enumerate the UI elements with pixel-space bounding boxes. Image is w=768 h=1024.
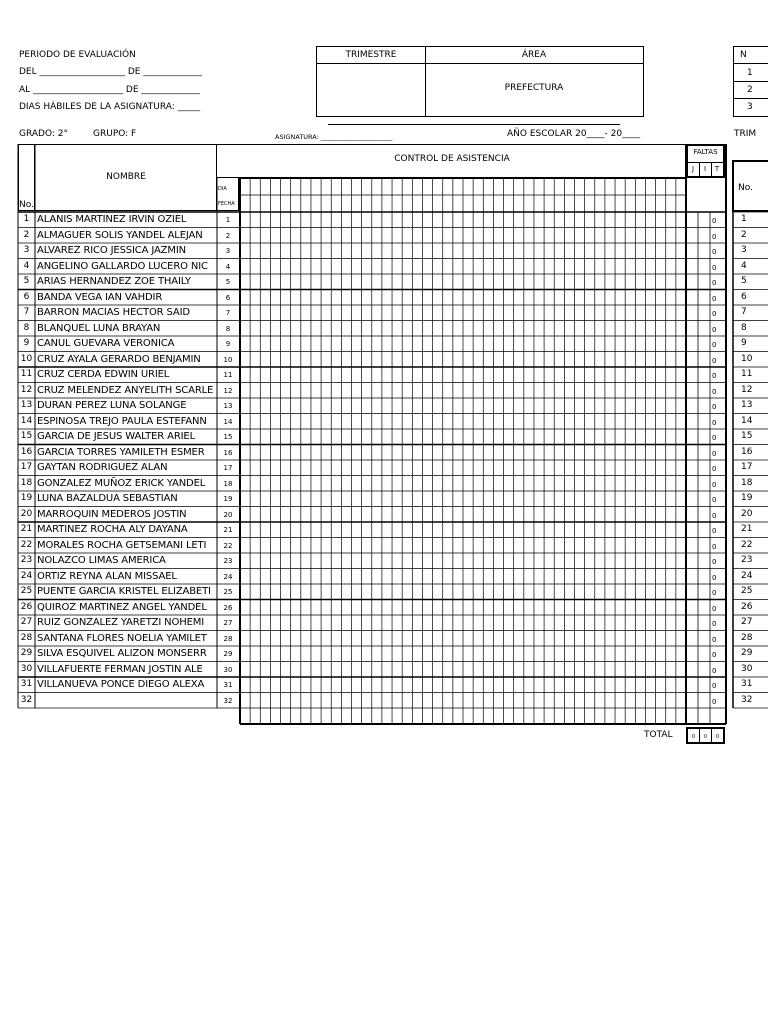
row-date-number: 28 [223, 634, 233, 643]
right-row-number: 11 [741, 369, 753, 379]
student-name: CRUZ MELENDEZ ANYELITH SCARLE [37, 384, 214, 396]
totals-box [686, 727, 725, 744]
grupo-label: GRUPO: F [93, 129, 137, 139]
row-number: 7 [23, 307, 30, 317]
student-name: SILVA ESQUIVEL ALIZON MONSERR [37, 648, 207, 659]
row-number: 28 [20, 632, 33, 643]
row-date-number: 12 [223, 386, 233, 395]
student-name: RUIZ GONZALEZ YARETZI NOHEMI [37, 617, 205, 628]
trimestre-header: TRIMESTRE [345, 50, 397, 60]
row-number: 30 [20, 663, 33, 674]
control-asistencia-header: CONTROL DE ASISTENCIA [394, 154, 510, 164]
row-tardy-count: 0 [712, 666, 717, 675]
right-row-number: 13 [741, 400, 753, 410]
anio-escolar: AÑO ESCOLAR 20____- 20____ [507, 129, 641, 139]
right-row-number: 29 [741, 648, 753, 658]
row-number: 27 [20, 617, 33, 627]
row-tardy-count: 0 [712, 542, 717, 551]
right-row-number: 10 [741, 353, 753, 364]
row-tardy-count: 0 [712, 558, 717, 566]
row-tardy-count: 0 [712, 573, 717, 582]
row-date-number: 32 [223, 696, 233, 705]
row-tardy-count: 0 [712, 217, 717, 225]
row-number: 15 [20, 431, 33, 441]
row-tardy-count: 0 [712, 310, 717, 318]
total-i: 0 [703, 734, 708, 740]
row-number: 3 [23, 245, 30, 255]
row-tardy-count: 0 [712, 589, 717, 597]
dia-label: DIA [218, 186, 227, 192]
row-date-number: 17 [223, 464, 233, 472]
row-number: 17 [20, 462, 33, 472]
student-name: MARTINEZ ROCHA ALY DAYANA [37, 524, 188, 535]
right-row-number: 27 [741, 617, 753, 627]
row-date-number: 11 [223, 371, 233, 379]
row-number: 14 [20, 415, 33, 426]
row-tardy-count: 0 [712, 651, 717, 659]
student-name: PUENTE GARCIA KRISTEL ELIZABETI [37, 586, 211, 597]
grado-label: GRADO: 2° [19, 129, 68, 139]
row-date-number: 2 [225, 231, 231, 240]
right-row-number: 8 [741, 322, 747, 333]
row-number: 20 [20, 508, 33, 519]
row-date-number: 3 [225, 247, 231, 255]
row-tardy-count: 0 [712, 403, 717, 411]
right-row-number: 31 [741, 679, 753, 689]
faltas-j: J [691, 165, 695, 173]
row-number: 9 [23, 338, 30, 348]
row-date-number: 4 [225, 262, 231, 271]
right-row-number: 25 [741, 586, 753, 596]
row-date-number: 23 [223, 557, 233, 565]
right-n-3: 3 [747, 102, 753, 112]
row-date-number: 24 [223, 572, 233, 581]
row-tardy-count: 0 [712, 387, 717, 396]
student-name: LUNA BAZALDUA SEBASTIAN [37, 493, 178, 504]
total-j: 0 [691, 734, 696, 740]
area-value: PREFECTURA [504, 83, 564, 93]
row-number: 2 [23, 229, 30, 240]
row-number: 12 [20, 384, 33, 395]
row-tardy-count: 0 [712, 527, 717, 535]
row-number: 24 [20, 570, 33, 581]
right-row-number: 19 [741, 493, 753, 503]
total-t: 0 [715, 734, 720, 740]
al-line: AL ____________________ DE _____________ [19, 85, 200, 95]
student-name: DURAN PEREZ LUNA SOLANGE [37, 400, 187, 411]
right-row-number: 17 [741, 462, 753, 472]
row-number: 16 [20, 446, 33, 457]
asignatura-label: ASIGNATURA: ______________________ [275, 133, 393, 141]
row-number: 1 [23, 214, 30, 224]
student-name: QUIROZ MARTINEZ ANGEL YANDEL [37, 601, 207, 613]
row-number: 26 [20, 601, 33, 612]
right-row-number: 22 [741, 539, 753, 550]
right-n-2: 2 [747, 85, 753, 95]
right-n-1: 1 [747, 68, 753, 78]
student-name: GARCIA TORRES YAMILETH ESMER [37, 446, 205, 458]
right-row-number: 3 [741, 245, 747, 255]
student-name: VILLAFUERTE FERMAN JOSTIN ALE [37, 663, 203, 675]
row-tardy-count: 0 [712, 449, 717, 458]
right-row-number: 5 [741, 276, 747, 286]
row-tardy-count: 0 [712, 263, 717, 272]
row-tardy-count: 0 [712, 356, 717, 365]
student-name: ORTIZ REYNA ALAN MISSAEL [37, 570, 177, 582]
student-name: BANDA VEGA IAN VAHDIR [37, 291, 163, 303]
right-row-number: 15 [741, 431, 753, 441]
row-tardy-count: 0 [712, 279, 717, 287]
right-row-number: 21 [741, 524, 753, 534]
row-date-number: 29 [223, 650, 233, 658]
row-tardy-count: 0 [712, 682, 717, 690]
row-number: 11 [20, 369, 33, 379]
row-date-number: 25 [223, 588, 233, 596]
row-date-number: 1 [225, 216, 231, 224]
right-row-number: 4 [741, 260, 747, 271]
faltas-t: T [714, 165, 720, 173]
row-number: 18 [20, 477, 33, 488]
right-row-number: 6 [741, 291, 747, 302]
row-date-number: 30 [223, 665, 233, 674]
right-row-number: 16 [741, 446, 753, 457]
right-row-number: 18 [741, 477, 753, 488]
student-name: GARCIA DE JESUS WALTER ARIEL [37, 431, 196, 442]
row-tardy-count: 0 [712, 341, 717, 349]
row-tardy-count: 0 [712, 480, 717, 489]
row-tardy-count: 0 [712, 604, 717, 613]
row-tardy-count: 0 [712, 434, 717, 442]
right-row-number: 14 [741, 415, 753, 426]
right-row-number: 9 [741, 338, 747, 348]
student-name: MARROQUIN MEDEROS JOSTIN [37, 508, 187, 520]
faltas-header: FALTAS [693, 148, 718, 156]
row-tardy-count: 0 [712, 620, 717, 628]
right-row-number: 30 [741, 663, 753, 674]
row-number: 19 [20, 493, 33, 503]
right-row-number: 12 [741, 384, 753, 395]
right-trim: TRIM [734, 129, 757, 139]
right-row-number: 20 [741, 508, 753, 519]
right-row-number: 7 [741, 307, 747, 317]
row-number: 10 [20, 353, 33, 364]
row-date-number: 7 [225, 309, 231, 317]
right-row-number: 2 [741, 229, 747, 240]
row-number: 5 [23, 276, 30, 286]
student-name: ALANIS MARTINEZ IRVIN OZIEL [37, 214, 187, 225]
row-date-number: 19 [223, 495, 233, 503]
right-row-number: 28 [741, 632, 753, 643]
row-date-number: 6 [225, 293, 231, 302]
fecha-label: FECHA [218, 201, 235, 207]
row-date-number: 14 [223, 417, 233, 426]
row-date-number: 21 [223, 526, 233, 534]
row-date-number: 9 [225, 340, 231, 348]
row-date-number: 13 [223, 402, 233, 410]
dias-habiles: DIAS HÁBILES DE LA ASIGNATURA: _____ [19, 102, 201, 112]
student-name: VILLANUEVA PONCE DIEGO ALEXA [37, 679, 205, 690]
row-date-number: 10 [223, 355, 233, 364]
row-tardy-count: 0 [712, 248, 717, 256]
right-row-number: 24 [741, 570, 753, 581]
student-name: ALVAREZ RICO JESSICA JAZMIN [37, 245, 186, 256]
row-tardy-count: 0 [712, 697, 717, 706]
student-name: CANUL GUEVARA VERONICA [37, 338, 175, 349]
row-number: 31 [20, 679, 33, 689]
row-tardy-count: 0 [712, 511, 717, 520]
row-tardy-count: 0 [712, 372, 717, 380]
row-tardy-count: 0 [712, 465, 717, 473]
row-number: 8 [23, 322, 30, 333]
right-row-number: 32 [741, 694, 753, 705]
area-header: ÁREA [521, 50, 547, 60]
student-name: BLANQUEL LUNA BRAYAN [37, 322, 161, 334]
row-date-number: 27 [223, 619, 233, 627]
student-name: GONZALEZ MUÑOZ ERICK YANDEL [37, 477, 206, 489]
row-date-number: 26 [223, 603, 233, 612]
right-row-number: 1 [741, 214, 747, 224]
right-n-head: N [740, 50, 747, 60]
row-tardy-count: 0 [712, 294, 717, 303]
row-number: 25 [20, 586, 33, 596]
row-number: 22 [20, 539, 33, 550]
row-date-number: 31 [223, 681, 233, 689]
row-date-number: 16 [223, 448, 233, 457]
student-name: BARRON MACIAS HECTOR SAID [37, 307, 190, 318]
row-tardy-count: 0 [712, 418, 717, 427]
row-number: 13 [20, 400, 33, 410]
student-name: ARIAS HERNANDEZ ZOE THAILY [37, 276, 191, 287]
student-name: ALMAGUER SOLIS YANDEL ALEJAN [37, 229, 203, 241]
row-number: 21 [20, 524, 33, 534]
row-number: 23 [20, 555, 33, 565]
no-column-header: No. [19, 200, 34, 210]
row-tardy-count: 0 [712, 635, 717, 644]
row-number: 6 [23, 291, 30, 302]
total-label: TOTAL [644, 730, 673, 740]
student-name: GAYTAN RODRIGUEZ ALAN [37, 462, 168, 473]
student-name: SANTANA FLORES NOELIA YAMILET [37, 632, 207, 644]
row-tardy-count: 0 [712, 496, 717, 504]
row-tardy-count: 0 [712, 325, 717, 334]
student-name: ESPINOSA TREJO PAULA ESTEFANN [37, 415, 207, 427]
student-name: NOLAZCO LIMAS AMERICA [37, 555, 166, 566]
nombre-column-header: NOMBRE [106, 172, 146, 182]
row-number: 32 [20, 694, 33, 705]
student-name: MORALES ROCHA GETSEMANI LETI [37, 539, 207, 551]
row-date-number: 22 [223, 541, 233, 550]
row-date-number: 15 [223, 433, 233, 441]
row-date-number: 20 [223, 510, 233, 519]
row-date-number: 8 [225, 324, 231, 333]
student-name: CRUZ CERDA EDWIN URIEL [37, 369, 170, 380]
periodo-label: PERIODO DE EVALUACIÓN [19, 50, 136, 60]
del-line: DEL ___________________ DE _____________ [19, 67, 202, 77]
row-tardy-count: 0 [712, 232, 717, 241]
right-no-label: No. [738, 183, 753, 193]
row-date-number: 18 [223, 479, 233, 488]
faltas-i: I [703, 165, 707, 173]
row-date-number: 5 [225, 278, 231, 286]
student-name: ANGELINO GALLARDO LUCERO NIC [37, 260, 208, 272]
right-row-number: 26 [741, 601, 753, 612]
student-name: CRUZ AYALA GERARDO BENJAMIN [37, 353, 201, 365]
right-row-number: 23 [741, 555, 753, 565]
row-number: 4 [23, 260, 30, 271]
row-number: 29 [20, 648, 33, 658]
